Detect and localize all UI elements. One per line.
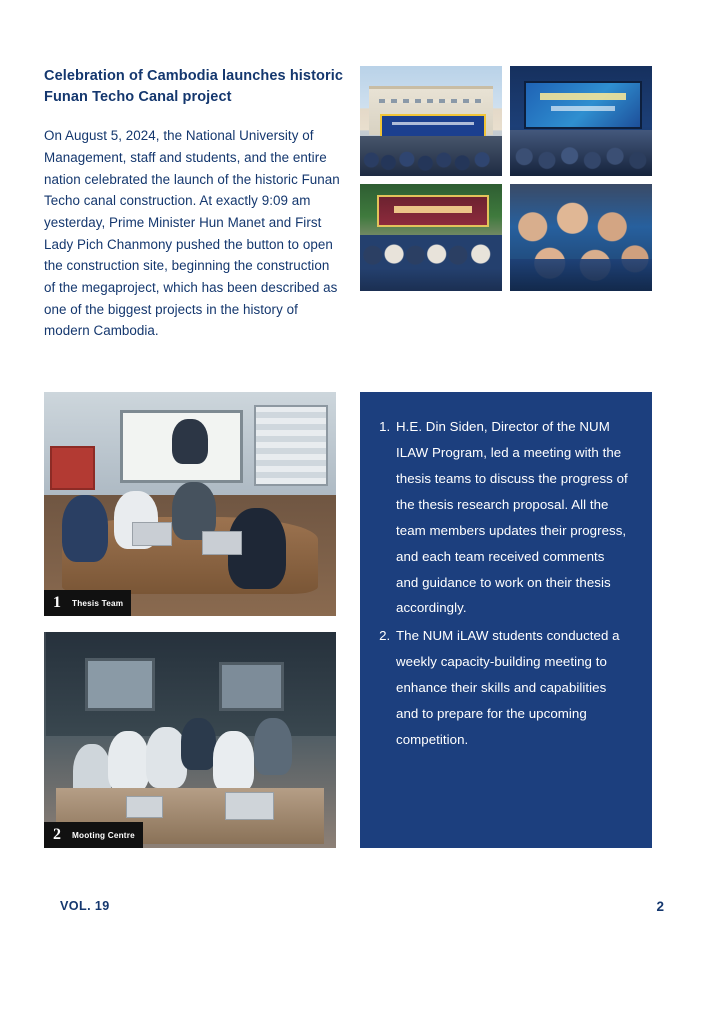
collage-photo-students-selfie-group (510, 184, 652, 291)
collage-photo-group-photo-under-banner (360, 184, 502, 291)
article-column (44, 66, 344, 342)
person-shape (172, 419, 207, 464)
photo-caption-text: Thesis Team (72, 598, 124, 608)
shirts-shape (510, 259, 652, 291)
red-banner-shape (377, 195, 489, 227)
photo-number-badge: 2 (53, 826, 61, 843)
photo-caption-1 (44, 590, 131, 616)
list-item: 1. H.E. Din Siden, Director of the NUM ILAW Program, led a meeting with the thesis teams to discuss the progress of the thesis research proposal. All the team members updates their progress, and each team received comments and guidance to work on their thesis accordingly. (394, 414, 630, 621)
photo-collage (360, 66, 652, 291)
article-title: Celebration of Cambodia launches historic Funan Techo Canal project (44, 68, 343, 105)
person-shape (254, 718, 292, 774)
crowd-shape (510, 130, 652, 176)
laptop-shape (126, 796, 163, 817)
student-row-shape (360, 235, 502, 291)
photo-number-badge: 1 (53, 594, 61, 611)
collage-photo-stage-led-screen-event (510, 66, 652, 176)
photo-caption-2 (44, 822, 143, 848)
person-shape (181, 718, 216, 770)
collage-photo-university-building-ceremony (360, 66, 502, 176)
laptop-shape (202, 531, 242, 555)
red-notice-board-shape (50, 446, 95, 490)
crowd-shape (360, 136, 502, 176)
highlights-panel (360, 392, 652, 848)
person-shape (62, 495, 109, 562)
photo-mooting-centre (44, 632, 336, 848)
footer-page-number: 2 (656, 899, 664, 914)
laptop-shape (132, 522, 172, 546)
wall-frame-shape (85, 658, 155, 712)
person-shape (213, 731, 254, 791)
article-body: On August 5, 2024, the National University of Management, staff and students, and the entire nation celebrated the launch of the historic Funan Techo canal construction. At exactly 9:09 am yesterday, Prime Minister Hun Manet and First Lady Pich Chanmony pushed the button to open the construction site, beginning the construction of the megaproject, which has been described as one of the biggest projects in the history of modern Cambodia. (44, 128, 340, 339)
highlights-list (376, 414, 630, 753)
photo-caption-text: Mooting Centre (72, 830, 135, 840)
photo-thesis-team (44, 392, 336, 616)
laptop-shape (225, 792, 274, 820)
event-banner-shape (380, 114, 486, 138)
wall-poster-shape (254, 405, 328, 485)
wall-frame-shape (219, 662, 283, 711)
list-item: 2. The NUM iLAW students conducted a weekly capacity-building meeting to enhance their skills and capabilities and to prepare for the upcoming competition. (394, 623, 630, 753)
led-screen-shape (524, 81, 642, 129)
footer-volume: VOL. 19 (60, 899, 110, 913)
person-shape (108, 731, 149, 791)
